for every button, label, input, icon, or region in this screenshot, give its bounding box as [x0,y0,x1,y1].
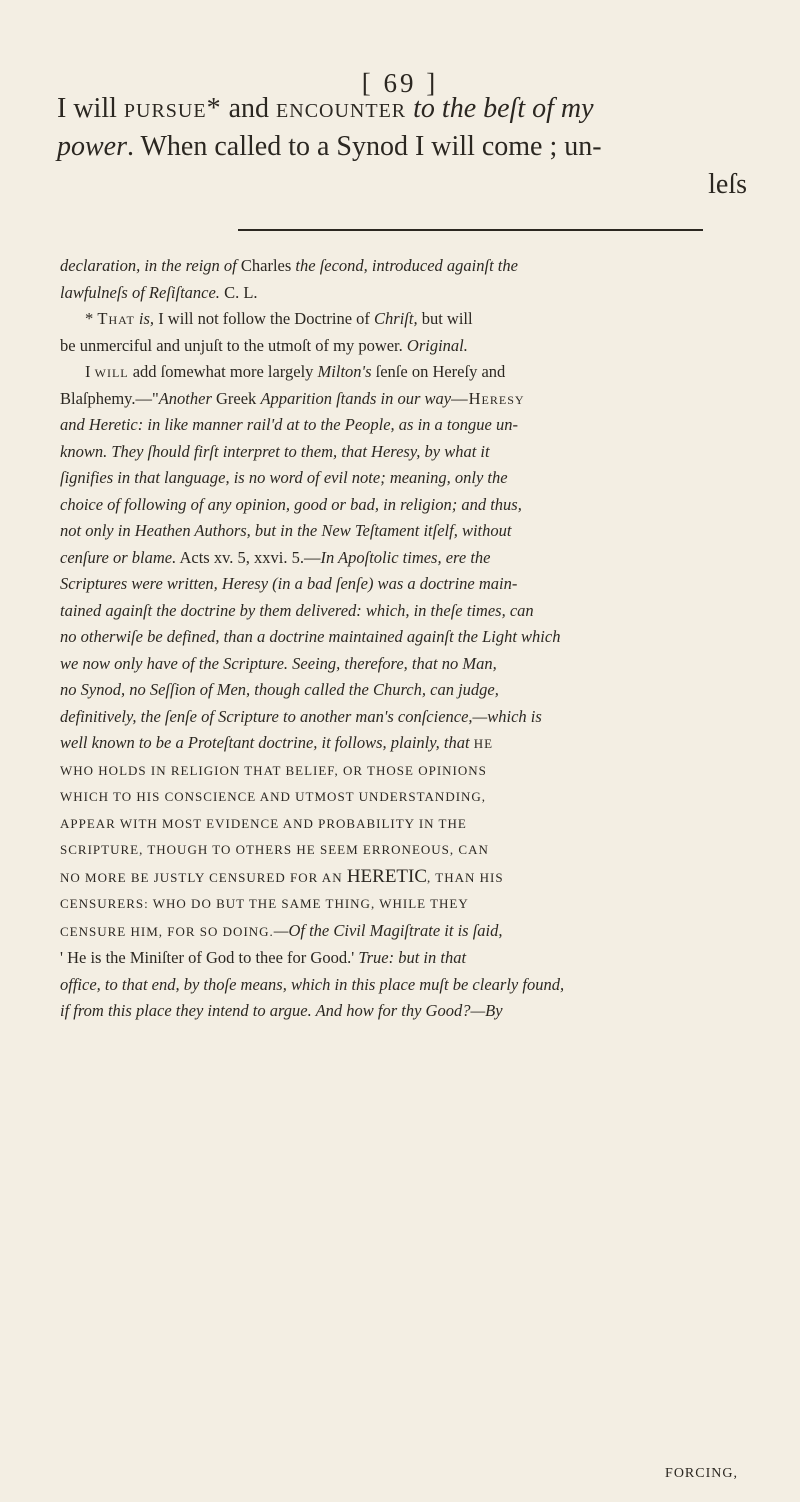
main-text-fragment: and [221,93,277,124]
note-fragment: Original. [406,335,468,355]
main-line-2 [57,128,747,166]
note-fragment: CENSURE HIM, FOR SO DOING. [60,923,274,939]
note-fragment: HERETIC [346,865,428,887]
note-fragment: , THAN HIS [427,869,504,885]
note-line: APPEAR WITH MOST EVIDENCE AND PROBABILITY IN THE [60,815,467,831]
note-line [60,333,750,360]
note-fragment: but will [417,309,473,328]
note-line: if from this place they intend to argue. And how for thy Good?—By [60,1001,503,1020]
note-line: known. They ſhould firſt interpret to them, that Heresy, by what it [60,441,490,461]
note-line: we now only have of the Scripture. Seeing, therefore, that no Man, [60,653,497,673]
main-text-fragment: . When called to a Synod I will come ; un- [127,131,602,162]
note-fragment: —Of the Civil Magiſtrate it is ſaid, [273,920,503,940]
note-line: SCRIPTURE, THOUGH TO OTHERS HE SEEM ERRONEOUS, CAN [60,842,489,857]
note-line [60,253,750,280]
note-fragment: ' He is the Miniſter of God to thee for Good.' [60,948,355,967]
note-line [60,359,750,386]
note-fragment: Chriſt, [374,309,418,328]
note-fragment: be unmerciful and unjuſt to the utmoſt of my power. [60,335,403,355]
note-fragment: C. L. [219,282,258,302]
note-fragment: I will not follow the Doctrine of [154,309,375,328]
main-line-3: leſs [708,169,747,200]
note-fragment: That [97,309,135,328]
note-fragment: will [94,362,129,381]
note-line: CENSURERS: WHO DO BUT THE SAME THING, WHILE THEY [60,896,469,911]
note-line [60,730,750,758]
note-fragment: lawfulneſs of Reſiſtance. [60,282,220,302]
note-line [60,545,750,572]
note-fragment: is, [134,309,155,328]
note-fragment: NO MORE BE JUSTLY CENSURED FOR AN [60,869,347,885]
note-fragment: I [85,362,95,381]
note-line: WHICH TO HIS CONSCIENCE AND UTMOST UNDERSTANDING, [60,789,487,804]
note-line: WHO HOLDS IN RELIGION THAT BELIEF, OR THOSE OPINIONS [60,762,487,778]
note-fragment: Apparition ſtands in our way [260,388,452,408]
main-text [57,90,747,204]
note-fragment: , in the reign of [136,256,241,275]
note-fragment: * [85,309,98,328]
note-line [60,306,750,333]
note-line: definitively, the ſenſe of Scripture to another man's conſcience,—which is [60,706,542,726]
footnotes [60,253,750,1025]
note-line [60,918,750,946]
note-fragment: Blaſphemy.—" [60,388,159,408]
note-fragment: add ſomewhat more largely [128,362,318,381]
note-fragment: well known to be a Proteſtant doctrine, it follows, plainly, that [60,733,474,752]
note-line: choice of following of any opinion, good or bad, in religion; and thus, [60,494,522,514]
main-line-1 [57,90,747,128]
main-text-fragment: encounter [276,93,407,124]
note-continuation [60,253,750,306]
note-line: tained againſt the doctrine by them delivered: which, in theſe times, can [60,600,534,620]
note-fragment: declaration [60,256,137,275]
note-line: ſignifies in that language, is no word of evil note; meaning, only the [60,468,508,487]
footnote-asterisk [60,306,750,359]
note-fragment: Greek [211,388,261,408]
note-line [60,864,750,892]
main-text-fragment: I will [57,93,124,124]
note-fragment: Charles [240,256,292,275]
note-line: and Heretic: in like manner rail'd at to the People, as in a tongue un- [60,415,518,434]
page-number: [ 69 ] [361,68,439,98]
note-line: no otherwiſe be defined, than a doctrine maintained againſt the Light which [60,627,561,646]
note-fragment: Milton's [317,362,372,381]
note-line: Scriptures were written, Heresy (in a bad ſenſe) was a doctrine main- [60,574,518,593]
note-line: office, to that end, by thoſe means, which in this place muſt be clearly found, [60,974,565,994]
catchword: FORCING, [665,1466,738,1481]
note-line [60,386,750,413]
note-line [60,280,750,307]
note-fragment: True: but in that [354,948,467,967]
note-fragment: cenſure or blame. [60,547,177,567]
note-line: not only in Heathen Authors, but in the New Teſtament itſelf, without [60,521,512,540]
note-fragment: Another [158,388,212,408]
note-fragment: Acts xv. 5, xxvi. 5.— [176,547,321,567]
main-text-fragment: pursue* [123,93,222,124]
main-text-fragment: power [57,131,127,162]
note-line: no Synod, no Seſſion of Men, though called the Church, can judge, [60,680,499,699]
footnote-rule [238,229,703,231]
main-text-fragment: to the beſt of my [406,93,594,124]
milton-note [60,359,750,1025]
note-fragment: HE [473,736,494,751]
note-fragment: In Apoſtolic times, ere the [320,547,491,567]
note-line [60,945,750,972]
note-fragment: —Heresy [451,388,525,408]
note-fragment: ſenſe on Hereſy and [371,362,506,381]
note-fragment: the ſecond, introduced againſt the [291,256,518,275]
